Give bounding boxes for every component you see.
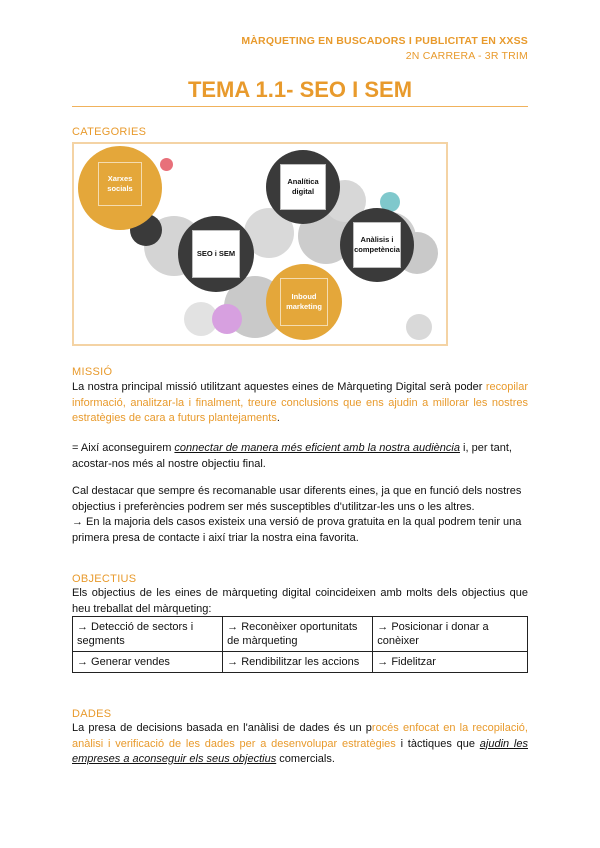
title-divider bbox=[72, 106, 528, 107]
table-cell: → Generar vendes bbox=[73, 652, 223, 673]
bubble bbox=[406, 314, 432, 340]
category-xarxes-socials bbox=[78, 146, 162, 230]
course-header: MÀRQUETING EN BUSCADORS I PUBLICITAT EN XXSS bbox=[241, 35, 528, 47]
table-cell: → Fidelitzar bbox=[373, 652, 528, 673]
table-row bbox=[73, 617, 528, 652]
missio-heading: MISSIÓ bbox=[72, 366, 113, 378]
table-row bbox=[73, 652, 528, 673]
objectius-intro: Els objectius de les eines de màrqueting digital coincideixen amb molts dels objectius que heu treballat del màrqueting: bbox=[72, 587, 528, 615]
dades-paragraph: La presa de decisions basada en l'anàlisi de dades és un procés enfocat en la recopilació, anàlisi i verificació de les dades per a desenvolupar estratègies i tàctiques que ajudin les empreses a aconseguir els seus objectius comercials. bbox=[72, 722, 528, 765]
categories-heading: CATEGORIES bbox=[72, 126, 147, 138]
missio-paragraph-4: → En la majoria dels casos existeix una versió de prova gratuita en la qual podrem tenir una primera presa de contacte i així triar la nostra eina favorita. bbox=[72, 516, 522, 544]
category-label: Inboud marketing bbox=[280, 278, 328, 326]
category-seo-sem bbox=[178, 216, 254, 292]
missio-paragraph-2: = Així aconseguirem connectar de manera més eficient amb la nostra audiència i, per tant, acostar-nos més al nostre objectiu final. bbox=[72, 442, 512, 470]
category-inboud-marketing bbox=[266, 264, 342, 340]
missio-paragraph-1: La nostra principal missió utilitzant aquestes eines de Màrqueting Digital serà poder recopilar informació, analitzar-la i finalment, treure conclusions que ens ajudin a millorar les nostres estratègies de cara a futurs plantejaments. bbox=[72, 381, 528, 424]
bubble bbox=[160, 158, 173, 171]
category-analisis-competencia bbox=[340, 208, 414, 282]
table-cell: → Posicionar i donar a conèixer bbox=[373, 617, 528, 652]
dades-heading: DADES bbox=[72, 708, 112, 720]
page-title: TEMA 1.1- SEO I SEM bbox=[187, 77, 413, 102]
categories-diagram bbox=[72, 142, 448, 346]
table-cell: → Reconèixer oportunitats de màrqueting bbox=[223, 617, 373, 652]
category-label: Analítica digital bbox=[280, 164, 326, 210]
missio-paragraph-3: Cal destacar que sempre és recomanable usar diferents eines, ja que en funció dels nostres objectius i preferències podrem ser més susceptibles d'utilitzar-les uns o les altres. bbox=[72, 485, 522, 513]
bubble bbox=[212, 304, 242, 334]
table-cell: → Detecció de sectors i segments bbox=[73, 617, 223, 652]
category-analitica-digital bbox=[266, 150, 340, 224]
category-label: Xarxes socials bbox=[98, 162, 142, 206]
category-label: SEO i SEM bbox=[192, 230, 240, 278]
term-header: 2N CARRERA - 3R TRIM bbox=[405, 50, 528, 62]
objectius-heading: OBJECTIUS bbox=[72, 573, 137, 585]
table-cell: → Rendibilitzar les accions bbox=[223, 652, 373, 673]
category-label: Anàlisis i competència bbox=[353, 222, 401, 268]
objectives-table bbox=[72, 616, 528, 673]
